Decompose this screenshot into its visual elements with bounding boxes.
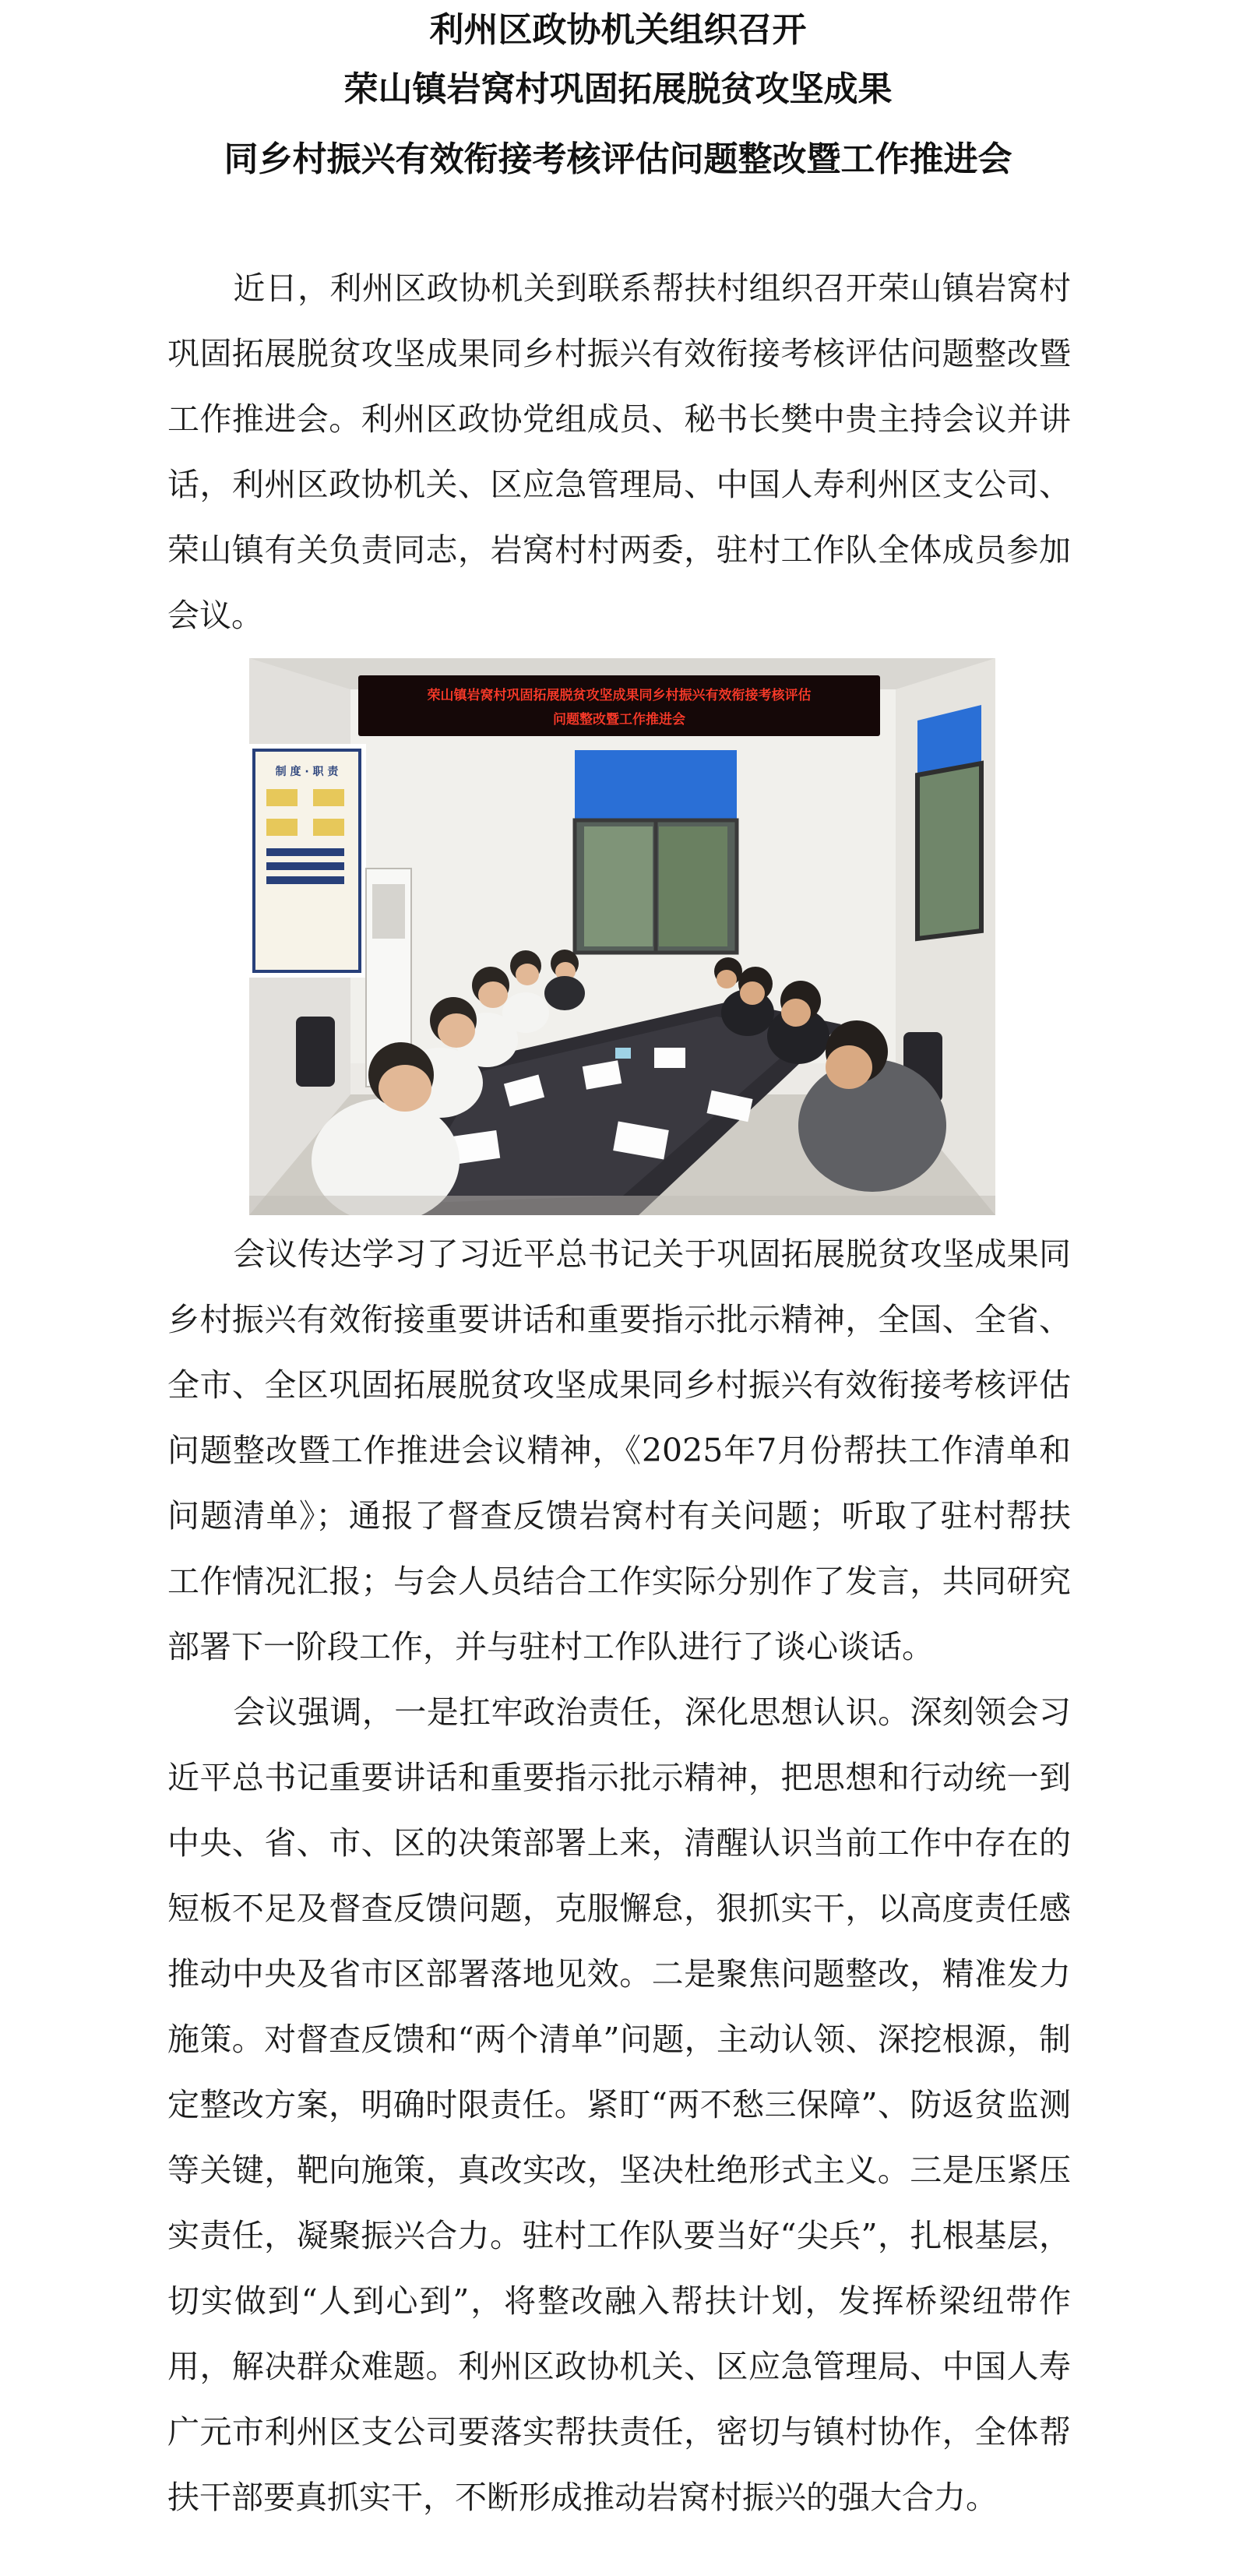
paragraph-intro-text: 近日，利州区政协机关到联系帮扶村组织召开荣山镇岩窝村巩固拓展脱贫攻坚成果同乡村振兴有效衔接考核评估问题整改暨工作推进会。利州区政协党组成员、秘书长樊中贵主持会议并讲话，利州区政协机关、区应急管理局、中国人寿利州区支公司、荣山镇有关负责同志，岩窝村村两委，驻村工作队全体成员参加会议。 [167, 270, 1071, 634]
meeting-photo [249, 658, 995, 1215]
title-line-3: 同乡村振兴有效衔接考核评估问题整改暨工作推进会 [224, 139, 1012, 179]
title-line-1: 利州区政协机关组织召开 [429, 10, 807, 50]
paragraph-intro [167, 255, 1071, 648]
paragraph-meeting-content [167, 1221, 1071, 1679]
meeting-photo-illustration [249, 658, 995, 1215]
window-blind-center [575, 750, 737, 820]
notice-board-heading: 制 度 · 职 责 [275, 766, 339, 778]
paragraph-meeting-content-text: 会议传达学习了习近平总书记关于巩固拓展脱贫攻坚成果同乡村振兴有效衔接重要讲话和重要指示批示精神，全国、全省、全市、全区巩固拓展脱贫攻坚成果同乡村振兴有效衔接考核评估问题整改暨工作推进会议精神，《2025年7月份帮扶工作清单和问题清单》；通报了督查反馈岩窝村有关问题；听取了驻村帮扶工作情况汇报；与会人员结合工作实际分别作了发言，共同研究部署下一阶段工作，并与驻村工作队进行了谈心谈话。 [167, 1235, 1071, 1665]
led-banner-line-1: 荣山镇岩窝村巩固拓展脱贫攻坚成果同乡村振兴有效衔接考核评估 [427, 688, 812, 703]
title-line-2: 荣山镇岩窝村巩固拓展脱贫攻坚成果 [343, 69, 893, 109]
led-banner-line-2: 问题整改暨工作推进会 [553, 712, 685, 728]
paragraph-meeting-emphasis-text: 会议强调，一是扛牢政治责任，深化思想认识。深刻领会习近平总书记重要讲话和重要指示批示精神，把思想和行动统一到中央、省、市、区的决策部署上来，清醒认识当前工作中存在的短板不足及督查反馈问题，克服懈怠，狠抓实干，以高度责任感推动中央及省市区部署落地见效。二是聚焦问题整改，精准发力施策。对督查反馈和“两个清单”问题，主动认领、深挖根源，制定整改方案，明确时限责任。紧盯“两不愁三保障”、防返贫监测等关键，靶向施策，真改实改，坚决杜绝形式主义。三是压紧压实责任，凝聚振兴合力。驻村工作队要当好“尖兵”，扎根基层，切实做到“人到心到”，将整改融入帮扶计划，发挥桥梁纽带作用，解决群众难题。利州区政协机关、区应急管理局、中国人寿广元市利州区支公司要落实帮扶责任，密切与镇村协作，全体帮扶干部要真抓实干，不断形成推动岩窝村振兴的强大合力。 [167, 1693, 1071, 2516]
paragraph-meeting-emphasis [167, 1679, 1071, 2530]
